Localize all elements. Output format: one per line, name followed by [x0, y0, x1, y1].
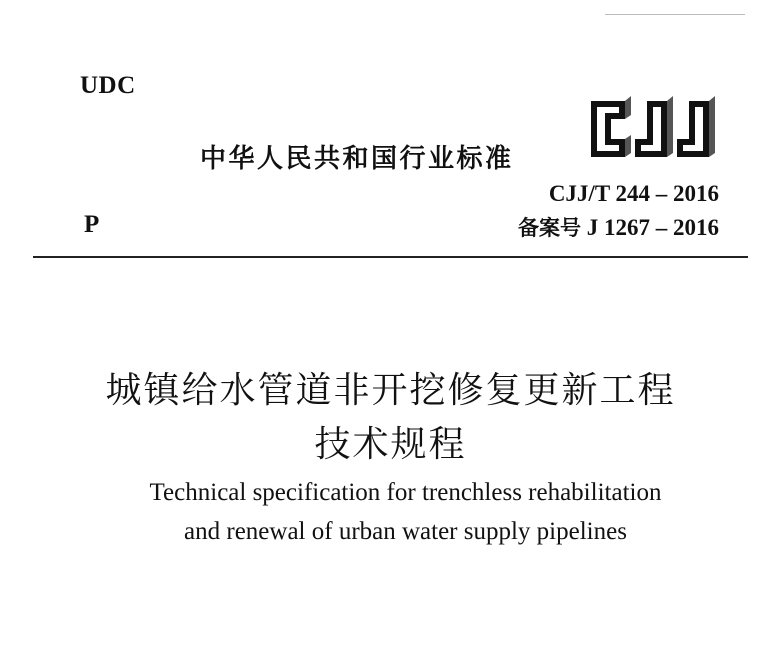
record-number-line — [518, 212, 719, 242]
standard-type-title: 中华人民共和国行业标准 — [200, 144, 514, 174]
chinese-title-line-2: 技术规程 — [314, 424, 467, 465]
english-title-line-1: Technical specification for trenchless rehabilitation — [149, 479, 662, 506]
udc-label: UDC — [80, 72, 136, 99]
record-prefix: 备案号 — [518, 216, 581, 240]
cjj-logo — [585, 93, 723, 163]
logo-letter-j1 — [635, 96, 673, 157]
scan-mark — [605, 14, 745, 15]
standard-code: CJJ/T 244 – 2016 — [548, 181, 719, 206]
english-title-line-2: and renewal of urban water supply pipelines — [184, 518, 627, 545]
header-divider — [33, 256, 748, 258]
record-number: J 1267 – 2016 — [586, 215, 719, 240]
chinese-title-line-1: 城镇给水管道非开挖修复更新工程 — [105, 370, 676, 411]
logo-letter-j2 — [677, 96, 715, 157]
classification-label: P — [84, 211, 100, 238]
logo-letter-c — [591, 96, 631, 157]
